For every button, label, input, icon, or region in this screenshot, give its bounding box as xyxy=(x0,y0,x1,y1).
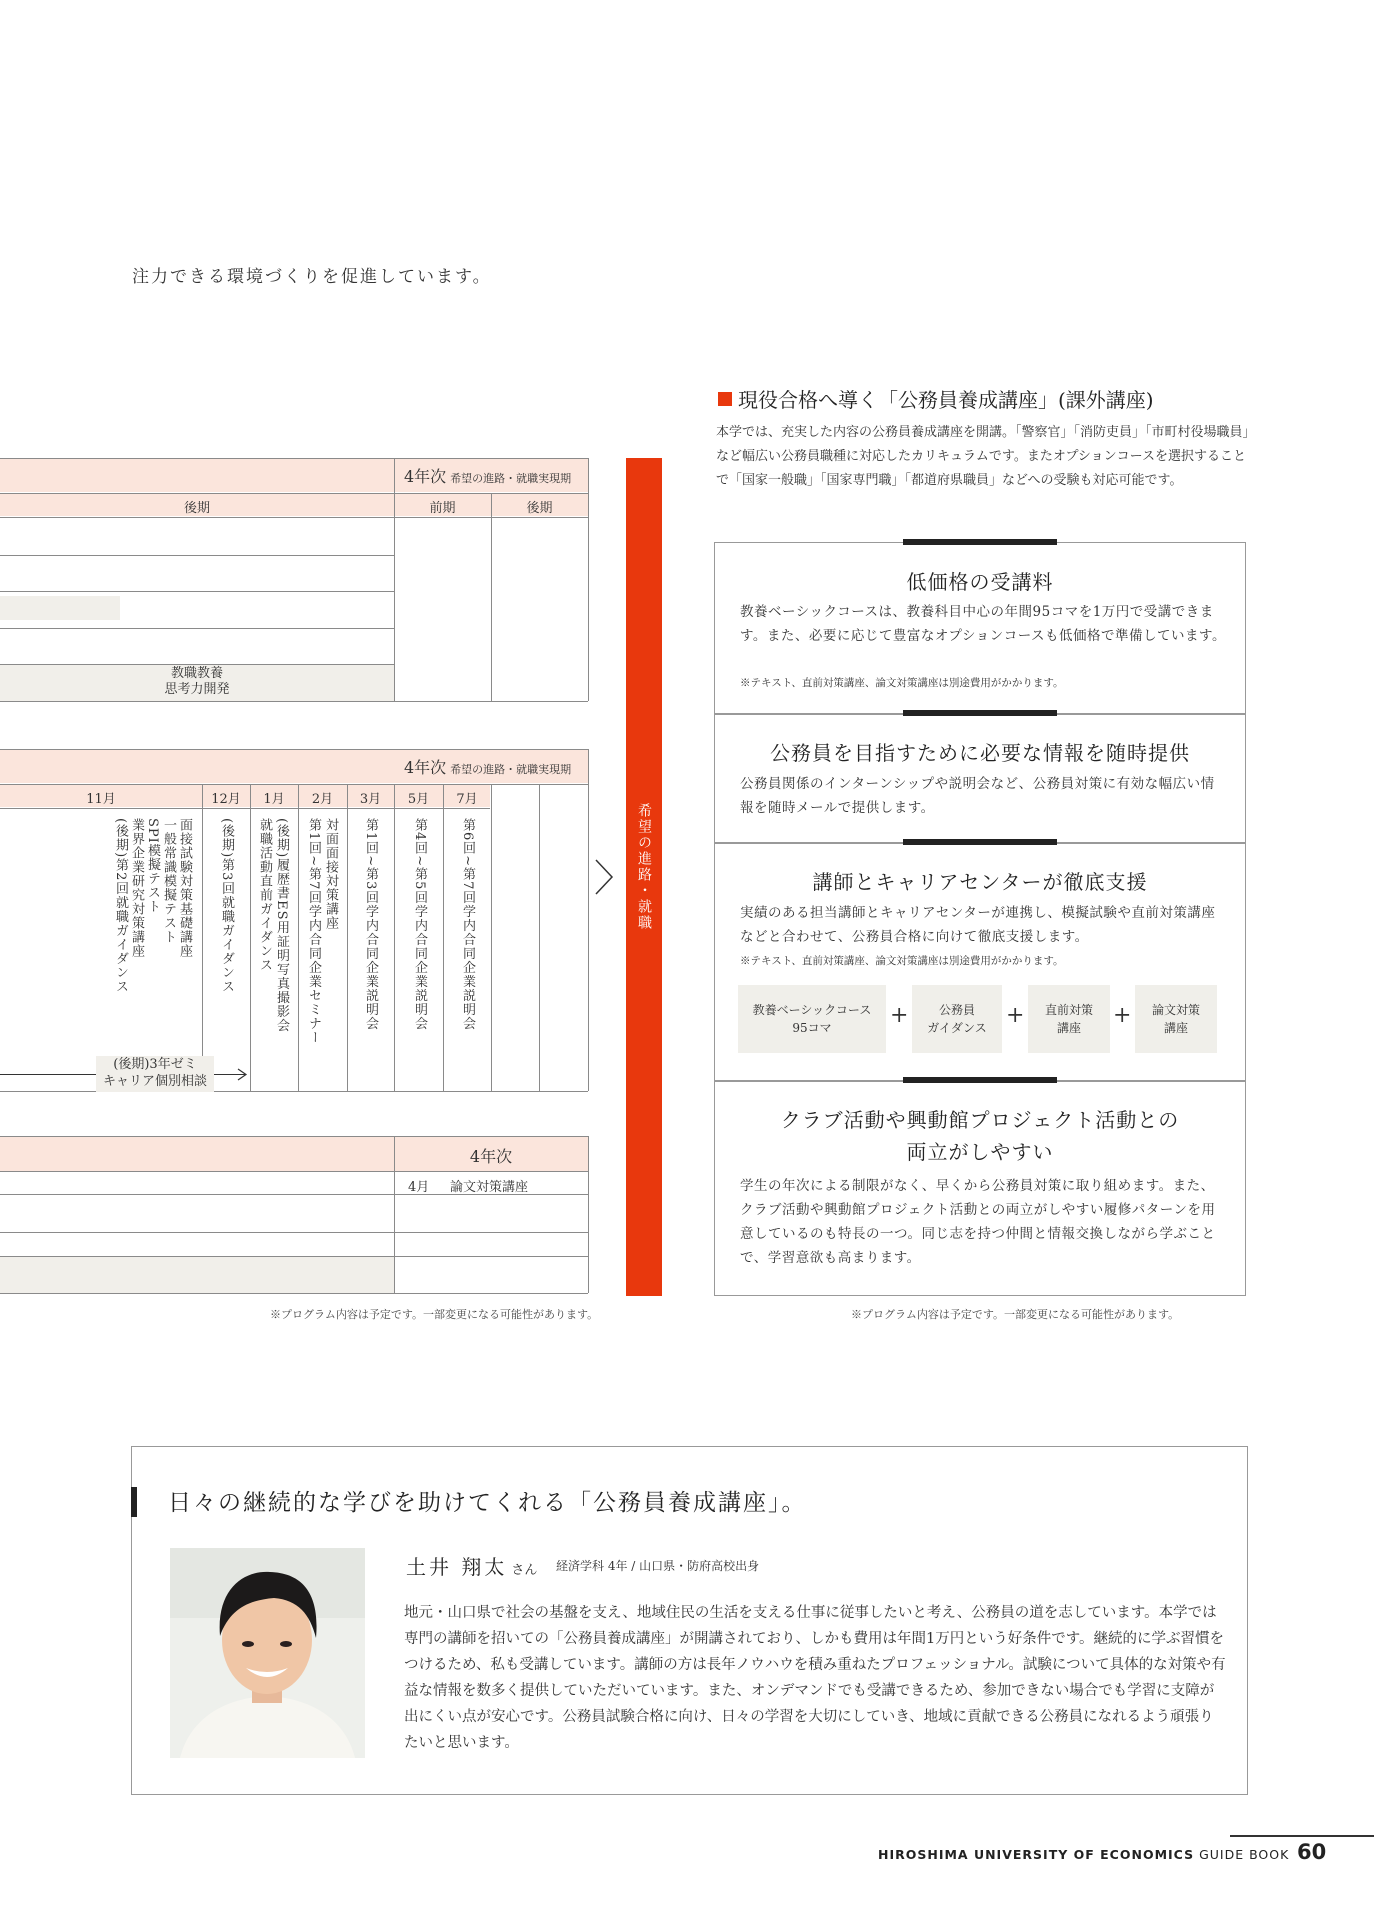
year-label: 4年次 xyxy=(469,1147,513,1166)
footer-rule xyxy=(1230,1835,1374,1837)
month-header: 3月 xyxy=(359,792,382,807)
student-photo xyxy=(170,1548,365,1758)
card-body: 学生の年次による制限がなく、早くから公務員対策に取り組めます。また、クラブ活動や興動館プロジェクト活動との両立がしやすい履修パターンを用意しているのも特長の一つ。同じ志を持つ仲間と情報交換しながら学ぶことで、学習意欲も高まります。 xyxy=(740,1178,1216,1266)
career-goal-band: 希望の進路・就職 xyxy=(626,458,662,1296)
student-affiliation: 経済学科 4年 / 山口県・防府高校出身 xyxy=(556,1559,760,1573)
event-text: 第6回~第7回学内合同企業説明会 xyxy=(460,818,475,1031)
month-header: 1月 xyxy=(263,792,285,807)
section-intro: 本学では、充実した内容の公務員養成講座を開講。「警察官」「消防吏員」「市町村役場職員」など幅広い公務員職種に対応したカリキュラムです。またオプションコースを選択することで「国家一般職」「国家専門職」「都道府県職員」などへの受験も対応可能です。 xyxy=(716,425,1250,488)
course-pill: 直前対策 講座 xyxy=(1028,985,1110,1053)
chevron-right-icon xyxy=(592,858,616,896)
event-text: 第1回~第3回学内合同企業説明会 xyxy=(363,818,378,1031)
program-note: ※プログラム内容は予定です。一部変更になる可能性があります。 xyxy=(270,1308,599,1321)
event-text: 論文対策講座 xyxy=(450,1180,529,1195)
event-text: 業界企業研究対策講座 xyxy=(129,818,144,958)
column-header: 前期 xyxy=(429,501,456,516)
card-title: 講師とキャリアセンターが徹底支援 xyxy=(812,870,1148,894)
card-title: クラブ活動や興動館プロジェクト活動との 両立がしやすい xyxy=(780,1108,1180,1164)
course-pill: 公務員 ガイダンス xyxy=(912,985,1002,1053)
plus-sign: + xyxy=(1006,1003,1025,1028)
month-header: 11月 xyxy=(86,792,116,807)
event-text: 第4回~第5回学内合同企業説明会 xyxy=(412,818,427,1031)
plus-sign: + xyxy=(1113,1003,1132,1028)
square-bullet-icon xyxy=(718,392,732,406)
year-label: 4年次 希望の進路・就職実現期 xyxy=(404,758,572,777)
testimonial-body: 地元・山口県で社会の基盤を支え、地域住民の生活を支える仕事に従事したいと考え、公務員の道を志しています。本学では専門の講師を招いての「公務員養成講座」が開講されており、しかも費用は年間1万円という好条件です。継続的に学ぶ習慣をつけるため、私も受講しています。講師の方は長年ノウハウを積み重ねたプロフェッショナル。試験について具体的な対策や有益な情報を数多く提供していただいています。また、オンデマンドでも受講できるため、参加できない場合でも学習に支障が出にくい点が安心です。公務員試験合格に向け、日々の学習を大切にしていき、地域に貢献できる公務員になれるよう頑張りたいと思います。 xyxy=(404,1605,1226,1751)
card-title: 低価格の受講料 xyxy=(906,570,1054,594)
course-pill: 教養ベーシックコース 95コマ xyxy=(738,985,886,1053)
event-text: 対面面接対策講座 xyxy=(323,818,338,930)
event-text: 面接試験対策基礎講座 xyxy=(177,818,192,958)
event-text: (後期)第3回就職ガイダンス xyxy=(219,818,234,994)
section-title: 現役合格へ導く「公務員養成講座」(課外講座) xyxy=(718,384,1154,413)
program-note: ※プログラム内容は予定です。一部変更になる可能性があります。 xyxy=(851,1308,1180,1321)
column-header: 後期 xyxy=(183,501,210,516)
card-bar xyxy=(903,839,1057,845)
seminar-label: (後期)3年ゼミ キャリア個別相談 xyxy=(96,1056,214,1092)
month-header: 7月 xyxy=(456,792,478,807)
card-body: 公務員関係のインターンシップや説明会など、公務員対策に有効な幅広い情報を随時メールで提供します。 xyxy=(740,776,1215,816)
course-pill: 論文対策 講座 xyxy=(1135,985,1217,1053)
card-body: 実績のある担当講師とキャリアセンターが連携し、模擬試験や直前対策講座などと合わせて、公務員合格に向けて徹底支援します。 xyxy=(740,905,1216,945)
arrow-right-icon xyxy=(236,1068,248,1081)
intro-text: 注力できる環境づくりを促進しています。 xyxy=(132,267,492,287)
card-body: 教養ベーシックコースは、教養科目中心の年間95コマを1万円で受講できます。また、必要に応じて豊富なオプションコースも低価格で準備しています。 xyxy=(740,604,1226,644)
card-bar xyxy=(903,1077,1057,1083)
page-number: 60 xyxy=(1297,1840,1327,1864)
student-name: 土井 翔太 さん xyxy=(406,1555,538,1579)
event-text: 就職活動直前ガイダンス xyxy=(257,818,272,972)
event-text: 一般常識模擬テスト xyxy=(161,818,176,944)
month-header: 2月 xyxy=(311,792,334,807)
table-cell: 教職教養 思考力開発 xyxy=(164,666,230,697)
card-bar xyxy=(903,539,1057,545)
footer-text: HIROSHIMA UNIVERSITY OF ECONOMICS GUIDE BOOK xyxy=(878,1847,1290,1862)
title-bar xyxy=(131,1487,137,1517)
testimonial-title: 日々の継続的な学びを助けてくれる「公務員養成講座」。 xyxy=(168,1490,807,1516)
card-title: 公務員を目指すために必要な情報を随時提供 xyxy=(770,741,1190,765)
card-note: ※テキスト、直前対策講座、論文対策講座は別途費用がかかります。 xyxy=(740,955,1064,967)
month-header: 12月 xyxy=(211,792,241,807)
month-header: 5月 xyxy=(407,792,430,807)
event-text: 第1回~第7回学内合同企業セミナー xyxy=(306,818,321,1045)
card-note: ※テキスト、直前対策講座、論文対策講座は別途費用がかかります。 xyxy=(740,677,1064,689)
card-bar xyxy=(903,710,1057,716)
year-label: 4年次 希望の進路・就職実現期 xyxy=(404,467,572,486)
plus-sign: + xyxy=(890,1003,909,1028)
column-header: 後期 xyxy=(526,501,553,516)
event-text: (後期)履歴書ES用証明写真撮影会 xyxy=(274,818,289,1033)
event-text: (後期)第2回就職ガイダンス xyxy=(113,818,128,994)
event-text: SPI模擬テスト xyxy=(145,818,160,914)
month-label: 4月 xyxy=(408,1180,430,1195)
